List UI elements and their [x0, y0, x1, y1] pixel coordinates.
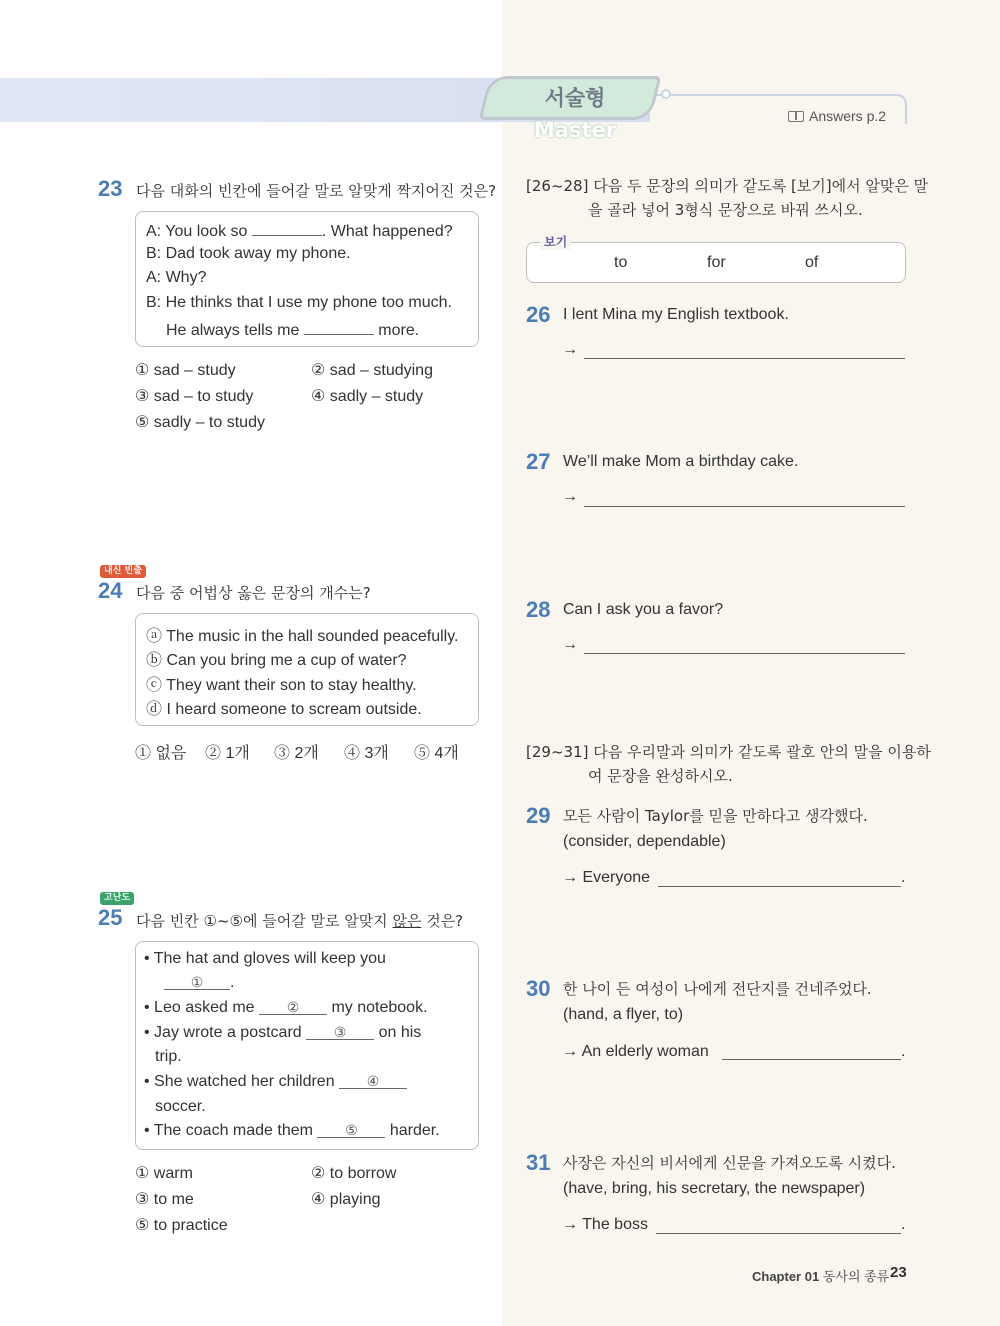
bullet-line [144, 1024, 421, 1042]
answer-option[interactable]: ② sad – studying [311, 362, 433, 379]
korean-sentence-29: 모든 사람이 Taylor를 믿을 만하다고 생각했다. [563, 807, 868, 825]
answer-option[interactable]: ⑤ sadly – to study [135, 414, 265, 431]
sentence-box-24 [135, 613, 479, 726]
bullet-line [144, 1122, 440, 1140]
page-number: 23 [890, 1264, 907, 1281]
section-title-korean: 서술형 [544, 86, 606, 110]
section-title [500, 82, 650, 142]
question-number-text: 25 [98, 905, 123, 930]
answer-start-29: → Everyone [562, 869, 651, 886]
word-bank-word: to [614, 254, 628, 271]
section-instruction-29-31-cont: 여 문장을 완성하시오. [588, 767, 733, 785]
bullet-text: harder. [389, 1122, 440, 1139]
bullet-line: • The hat and gloves will keep you [144, 950, 386, 967]
korean-sentence-31: 사장은 자신의 비서에게 신문을 가져오도록 시켰다. [563, 1154, 896, 1172]
answer-option[interactable]: ④ playing [311, 1191, 381, 1208]
dialog-line: B: Dad took away my phone. [146, 245, 351, 262]
answer-option[interactable]: ⑤ to practice [135, 1217, 228, 1234]
bullet-text: my notebook. [331, 999, 428, 1016]
question-number-24: 24 [98, 578, 123, 603]
question-prompt-23: 다음 대화의 빈칸에 들어갈 말로 알맞게 짝지어진 것은? [136, 182, 497, 200]
answer-option[interactable]: ③ to me [135, 1191, 194, 1208]
answer-option[interactable]: ④ sadly – study [311, 388, 424, 405]
bullet-text: • Jay wrote a postcard [144, 1024, 302, 1041]
range-label: [26~28] [526, 177, 589, 195]
answer-option[interactable]: ① warm [135, 1165, 193, 1182]
question-number-31: 31 [526, 1150, 551, 1175]
prompt-text: 것은? [421, 912, 464, 930]
dialog-line: A: Why? [146, 269, 207, 286]
arrow: → [562, 341, 578, 358]
hint-31: (have, bring, his secretary, the newspaper) [563, 1180, 866, 1197]
blank [252, 220, 322, 236]
blank [304, 319, 374, 335]
prompt-text: 다음 빈칸 ①~⑤에 들어갈 말로 알맞지 [136, 912, 393, 930]
sentence-line: ⓓ I heard someone to scream outside. [146, 701, 422, 718]
answer-option[interactable]: ③ sad – to study [135, 388, 254, 405]
sentence-line: ⓑ Can you bring me a cup of water? [146, 652, 407, 669]
chapter-label: Chapter 01 [752, 1269, 820, 1284]
question-number-27: 27 [526, 449, 551, 474]
bullet-line: ① . [164, 974, 234, 992]
section-instruction-29-31 [526, 740, 931, 764]
numbered-blank: ⑤ [317, 1122, 385, 1138]
footer-chapter [752, 1266, 889, 1285]
dialog-line [166, 319, 419, 340]
range-label: [29~31] [526, 743, 589, 761]
answers-reference [788, 108, 886, 124]
word-bank-word: for [707, 254, 726, 271]
question-number-25 [98, 905, 122, 931]
question-sentence-27: We’ll make Mom a birthday cake. [563, 453, 799, 470]
numbered-blank: ④ [339, 1073, 407, 1089]
answers-reference-text: Answers p.2 [809, 108, 887, 124]
answer-line-26[interactable] [584, 358, 905, 359]
section-instruction-26-28 [526, 174, 928, 198]
question-number-23: 23 [98, 176, 123, 201]
bullet-line: trip. [155, 1048, 182, 1065]
answer-option[interactable]: ① 없음 [135, 745, 187, 762]
answer-line-31[interactable] [656, 1233, 901, 1234]
dialog-box-23 [135, 211, 479, 347]
answer-option[interactable]: ⑤ 4개 [414, 745, 459, 762]
instruction-text: 다음 두 문장의 의미가 같도록 [보기]에서 알맞은 말 [593, 177, 929, 195]
dialog-line: B: He thinks that I use my phone too much. [146, 294, 452, 311]
word-bank-word: of [805, 254, 819, 271]
period: . [901, 1043, 906, 1060]
numbered-blank: ① [164, 974, 230, 990]
numbered-blank: ② [259, 999, 327, 1015]
bullet-text: • Leo asked me [144, 999, 255, 1016]
word-bank-box [526, 242, 906, 283]
hint-29: (consider, dependable) [563, 833, 726, 850]
bullet-line: soccer. [155, 1098, 206, 1115]
answer-line-30[interactable] [722, 1059, 901, 1060]
sentence-box-25 [135, 941, 479, 1150]
instruction-text: 다음 우리말과 의미가 같도록 괄호 안의 말을 이용하 [593, 743, 931, 761]
arrow: → [562, 636, 578, 653]
bullet-text: • She watched her children [144, 1073, 335, 1090]
bullet-text: • The coach made them [144, 1122, 313, 1139]
sentence-line: ⓐ The music in the hall sounded peacefully. [146, 628, 459, 645]
arrow: → [562, 488, 578, 505]
section-instruction-26-28-cont: 을 골라 넣어 3형식 문장으로 바꿔 쓰시오. [588, 201, 863, 219]
answer-start-31: → The boss [562, 1216, 648, 1233]
answer-option[interactable]: ① sad – study [135, 362, 236, 379]
question-number-29: 29 [526, 803, 551, 828]
bullet-text: on his [378, 1024, 422, 1041]
prompt-emphasis: 않은 [392, 912, 422, 930]
book-icon [788, 111, 804, 122]
answer-option[interactable]: ③ 2개 [274, 745, 319, 762]
question-sentence-26: I lent Mina my English textbook. [563, 306, 789, 323]
answer-line-29[interactable] [658, 886, 901, 887]
section-title-english: Master [533, 118, 617, 142]
sentence-line: ⓒ They want their son to stay healthy. [146, 677, 417, 694]
korean-sentence-30: 한 나이 든 여성이 나에게 전단지를 건네주었다. [563, 980, 872, 998]
chapter-title: 동사의 종류 [822, 1269, 890, 1284]
question-sentence-28: Can I ask you a favor? [563, 601, 724, 618]
bullet-line [144, 1073, 407, 1091]
dialog-line [146, 220, 453, 241]
dialog-text: . What happened? [321, 223, 453, 240]
dialog-text: He always tells me [166, 322, 300, 339]
word-bank-label: 보기 [540, 233, 571, 250]
question-number-28: 28 [526, 597, 551, 622]
answer-line-27[interactable] [584, 506, 905, 507]
period: . [901, 869, 906, 886]
answer-option[interactable]: ② to borrow [311, 1165, 397, 1182]
answer-option[interactable]: ④ 3개 [344, 745, 389, 762]
question-number-30: 30 [526, 976, 551, 1001]
period: . [901, 1216, 906, 1233]
question-prompt-24: 다음 중 어법상 옳은 문장의 개수는? [136, 584, 371, 602]
badge-difficult: 고난도 [100, 892, 134, 905]
question-number-26: 26 [526, 302, 551, 327]
hint-30: (hand, a flyer, to) [563, 1006, 684, 1023]
header-connector-dot [661, 89, 671, 99]
question-prompt-25 [136, 910, 463, 931]
answer-option[interactable]: ② 1개 [205, 745, 250, 762]
answer-line-28[interactable] [584, 653, 905, 654]
dialog-text: A: You look so [146, 223, 248, 240]
numbered-blank: ③ [306, 1024, 374, 1040]
answer-start-30: → An elderly woman [562, 1043, 709, 1060]
dialog-text: more. [378, 322, 420, 339]
badge-frequent: 내신 빈출 [100, 565, 146, 578]
bullet-line [144, 999, 428, 1017]
